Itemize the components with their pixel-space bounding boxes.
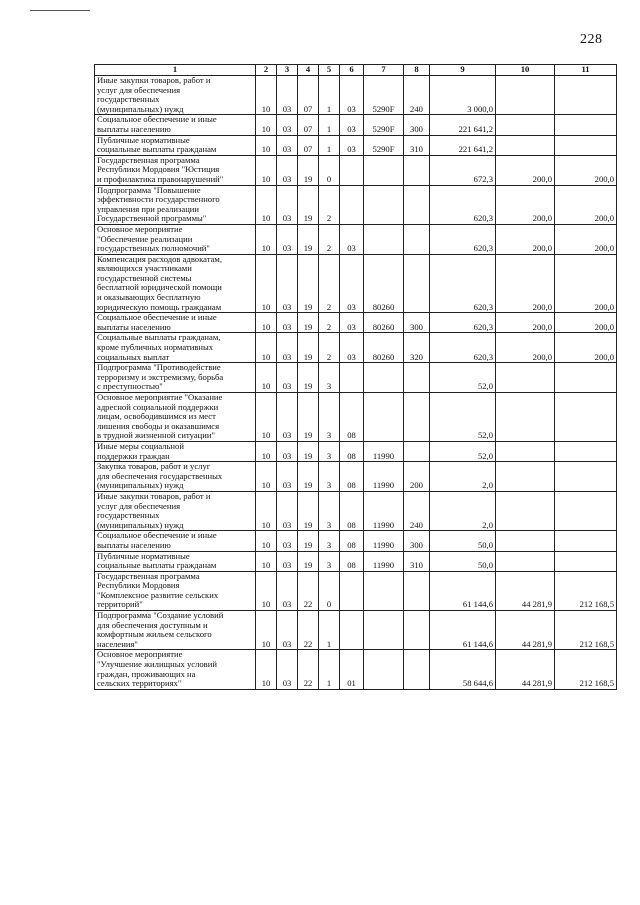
section-code: 10 (256, 531, 277, 551)
subprogram-code: 2 (319, 224, 340, 254)
section-code: 10 (256, 462, 277, 492)
activity-code: 08 (340, 441, 364, 461)
subprogram-code: 0 (319, 571, 340, 610)
subsection-code: 03 (277, 441, 298, 461)
direction-code (364, 224, 404, 254)
expense-type-code: 320 (404, 333, 430, 363)
amount-year-2: 44 281,9 (496, 611, 555, 650)
row-name: Социальные выплаты гражданам, кроме публичных нормативных социальных выплат (95, 333, 256, 363)
amount-year-1: 221 641,2 (430, 135, 496, 155)
direction-code (364, 363, 404, 393)
activity-code: 08 (340, 462, 364, 492)
column-header: 9 (430, 65, 496, 76)
program-code: 19 (298, 441, 319, 461)
section-code: 10 (256, 650, 277, 689)
direction-code: 11990 (364, 531, 404, 551)
expense-type-code (404, 611, 430, 650)
direction-code: 80260 (364, 313, 404, 333)
activity-code: 01 (340, 650, 364, 689)
program-code: 19 (298, 313, 319, 333)
direction-code: 80260 (364, 333, 404, 363)
subsection-code: 03 (277, 393, 298, 442)
amount-year-1: 61 144,6 (430, 611, 496, 650)
subsection-code: 03 (277, 333, 298, 363)
direction-code: 11990 (364, 551, 404, 571)
section-code: 10 (256, 224, 277, 254)
amount-year-3: 200,0 (555, 333, 617, 363)
amount-year-1: 620,3 (430, 313, 496, 333)
section-code: 10 (256, 491, 277, 530)
activity-code (340, 611, 364, 650)
row-name: Государственная программа Республики Мордовия "Комплексное развитие сельских территорий" (95, 571, 256, 610)
subsection-code: 03 (277, 224, 298, 254)
amount-year-2 (496, 115, 555, 135)
amount-year-1: 2,0 (430, 462, 496, 492)
amount-year-2 (496, 462, 555, 492)
amount-year-3 (555, 491, 617, 530)
subsection-code: 03 (277, 571, 298, 610)
subprogram-code: 3 (319, 551, 340, 571)
program-code: 19 (298, 462, 319, 492)
table-row (95, 224, 617, 254)
row-name: Подпрограмма "Создание условий для обеспечения доступным и комфортным жильем сельского населения" (95, 611, 256, 650)
subsection-code: 03 (277, 115, 298, 135)
table-row (95, 363, 617, 393)
activity-code: 08 (340, 551, 364, 571)
table-row (95, 254, 617, 313)
amount-year-2: 200,0 (496, 333, 555, 363)
expense-type-code: 300 (404, 313, 430, 333)
column-header: 4 (298, 65, 319, 76)
column-header: 10 (496, 65, 555, 76)
amount-year-1: 2,0 (430, 491, 496, 530)
program-code: 22 (298, 650, 319, 689)
subsection-code: 03 (277, 551, 298, 571)
amount-year-3: 200,0 (555, 254, 617, 313)
subsection-code: 03 (277, 363, 298, 393)
table-row (95, 393, 617, 442)
row-name: Основное мероприятие "Улучшение жилищных условий граждан, проживающих на сельских территориях" (95, 650, 256, 689)
subprogram-code: 2 (319, 185, 340, 224)
amount-year-2: 44 281,9 (496, 650, 555, 689)
subprogram-code: 1 (319, 611, 340, 650)
section-code: 10 (256, 571, 277, 610)
table-row (95, 115, 617, 135)
amount-year-3: 212 168,5 (555, 650, 617, 689)
amount-year-2: 200,0 (496, 254, 555, 313)
amount-year-3: 200,0 (555, 313, 617, 333)
subsection-code: 03 (277, 76, 298, 115)
program-code: 19 (298, 491, 319, 530)
section-code: 10 (256, 313, 277, 333)
amount-year-1: 52,0 (430, 393, 496, 442)
amount-year-2 (496, 76, 555, 115)
amount-year-3: 200,0 (555, 185, 617, 224)
expense-type-code (404, 393, 430, 442)
expense-type-code: 310 (404, 135, 430, 155)
amount-year-2: 200,0 (496, 224, 555, 254)
section-code: 10 (256, 333, 277, 363)
program-code: 19 (298, 155, 319, 185)
table-row (95, 155, 617, 185)
table-row (95, 551, 617, 571)
expense-type-code (404, 254, 430, 313)
expense-type-code (404, 224, 430, 254)
amount-year-1: 221 641,2 (430, 115, 496, 135)
amount-year-1: 620,3 (430, 185, 496, 224)
activity-code: 03 (340, 224, 364, 254)
amount-year-2: 200,0 (496, 313, 555, 333)
amount-year-2: 200,0 (496, 185, 555, 224)
page-number: 228 (580, 32, 603, 47)
subsection-code: 03 (277, 531, 298, 551)
amount-year-3: 200,0 (555, 155, 617, 185)
activity-code (340, 571, 364, 610)
row-name: Основное мероприятие "Обеспечение реализации государственных полномочий" (95, 224, 256, 254)
program-code: 19 (298, 393, 319, 442)
subprogram-code: 1 (319, 76, 340, 115)
table-row (95, 462, 617, 492)
amount-year-1: 50,0 (430, 531, 496, 551)
amount-year-1: 3 000,0 (430, 76, 496, 115)
row-name: Иные закупки товаров, работ и услуг для обеспечения государственных (муниципальных) нужд (95, 491, 256, 530)
subprogram-code: 3 (319, 531, 340, 551)
program-code: 19 (298, 551, 319, 571)
activity-code: 08 (340, 531, 364, 551)
subprogram-code: 2 (319, 313, 340, 333)
subsection-code: 03 (277, 462, 298, 492)
direction-code (364, 155, 404, 185)
activity-code: 03 (340, 76, 364, 115)
column-header: 11 (555, 65, 617, 76)
section-code: 10 (256, 551, 277, 571)
amount-year-3 (555, 363, 617, 393)
activity-code (340, 185, 364, 224)
section-code: 10 (256, 115, 277, 135)
row-name: Государственная программа Республики Мордовия "Юстиция и профилактика правонарушений" (95, 155, 256, 185)
section-code: 10 (256, 185, 277, 224)
section-code: 10 (256, 441, 277, 461)
expense-type-code (404, 441, 430, 461)
amount-year-2 (496, 363, 555, 393)
column-header: 2 (256, 65, 277, 76)
program-code: 07 (298, 135, 319, 155)
subsection-code: 03 (277, 611, 298, 650)
amount-year-1: 61 144,6 (430, 571, 496, 610)
subsection-code: 03 (277, 135, 298, 155)
expense-type-code: 240 (404, 491, 430, 530)
direction-code: 11990 (364, 462, 404, 492)
column-header: 5 (319, 65, 340, 76)
direction-code (364, 393, 404, 442)
column-header: 8 (404, 65, 430, 76)
amount-year-3 (555, 462, 617, 492)
program-code: 07 (298, 115, 319, 135)
row-name: Иные меры социальной поддержки граждан (95, 441, 256, 461)
column-header: 7 (364, 65, 404, 76)
amount-year-3: 200,0 (555, 224, 617, 254)
table-row (95, 650, 617, 689)
section-code: 10 (256, 76, 277, 115)
expense-type-code (404, 185, 430, 224)
table-row (95, 313, 617, 333)
expense-type-code: 200 (404, 462, 430, 492)
expense-type-code: 310 (404, 551, 430, 571)
section-code: 10 (256, 135, 277, 155)
subprogram-code: 3 (319, 363, 340, 393)
table-row (95, 491, 617, 530)
row-name: Иные закупки товаров, работ и услуг для обеспечения государственных (муниципальных) нужд (95, 76, 256, 115)
direction-code (364, 571, 404, 610)
direction-code: 5290F (364, 76, 404, 115)
expense-type-code: 300 (404, 531, 430, 551)
column-header: 3 (277, 65, 298, 76)
expense-type-code (404, 650, 430, 689)
amount-year-2 (496, 441, 555, 461)
subprogram-code: 3 (319, 462, 340, 492)
activity-code: 03 (340, 333, 364, 363)
subprogram-code: 2 (319, 254, 340, 313)
amount-year-3 (555, 135, 617, 155)
amount-year-2: 200,0 (496, 155, 555, 185)
section-code: 10 (256, 363, 277, 393)
table-row (95, 76, 617, 115)
row-name: Социальное обеспечение и иные выплаты населению (95, 115, 256, 135)
program-code: 07 (298, 76, 319, 115)
section-code: 10 (256, 393, 277, 442)
activity-code: 03 (340, 313, 364, 333)
amount-year-2 (496, 135, 555, 155)
table-row (95, 611, 617, 650)
budget-table (94, 64, 617, 690)
amount-year-2 (496, 491, 555, 530)
amount-year-3 (555, 76, 617, 115)
section-code: 10 (256, 155, 277, 185)
amount-year-3 (555, 115, 617, 135)
table-row (95, 333, 617, 363)
direction-code (364, 185, 404, 224)
subprogram-code: 3 (319, 491, 340, 530)
activity-code: 03 (340, 115, 364, 135)
program-code: 22 (298, 571, 319, 610)
amount-year-3: 212 168,5 (555, 611, 617, 650)
amount-year-1: 52,0 (430, 441, 496, 461)
program-code: 19 (298, 185, 319, 224)
program-code: 19 (298, 333, 319, 363)
expense-type-code (404, 571, 430, 610)
subsection-code: 03 (277, 313, 298, 333)
amount-year-3 (555, 551, 617, 571)
activity-code: 08 (340, 393, 364, 442)
direction-code: 11990 (364, 491, 404, 530)
program-code: 19 (298, 254, 319, 313)
table-row (95, 531, 617, 551)
section-code: 10 (256, 254, 277, 313)
direction-code: 5290F (364, 135, 404, 155)
activity-code (340, 363, 364, 393)
table-row (95, 571, 617, 610)
subsection-code: 03 (277, 650, 298, 689)
amount-year-2 (496, 393, 555, 442)
subprogram-code: 2 (319, 333, 340, 363)
subsection-code: 03 (277, 491, 298, 530)
subprogram-code: 1 (319, 135, 340, 155)
row-name: Подпрограмма "Противодействие терроризму и экстремизму, борьба с преступностью" (95, 363, 256, 393)
subsection-code: 03 (277, 185, 298, 224)
program-code: 22 (298, 611, 319, 650)
row-name: Подпрограмма "Повышение эффективности государственного управления при реализации Государственной программы" (95, 185, 256, 224)
subprogram-code: 3 (319, 393, 340, 442)
amount-year-1: 620,3 (430, 224, 496, 254)
direction-code (364, 611, 404, 650)
amount-year-3 (555, 531, 617, 551)
header-row (95, 65, 617, 76)
amount-year-1: 672,3 (430, 155, 496, 185)
activity-code: 08 (340, 491, 364, 530)
row-name: Публичные нормативные социальные выплаты гражданам (95, 551, 256, 571)
row-name: Закупка товаров, работ и услуг для обеспечения государственных (муниципальных) нужд (95, 462, 256, 492)
column-header: 6 (340, 65, 364, 76)
expense-type-code (404, 363, 430, 393)
activity-code: 03 (340, 254, 364, 313)
row-name: Компенсация расходов адвокатам, являющихся участниками государственной системы бесплатной юридической помощи и оказывающих бесплатную юридическую помощь гражданам (95, 254, 256, 313)
expense-type-code: 240 (404, 76, 430, 115)
subprogram-code: 1 (319, 650, 340, 689)
amount-year-2: 44 281,9 (496, 571, 555, 610)
table-row (95, 185, 617, 224)
row-name: Социальное обеспечение и иные выплаты населению (95, 313, 256, 333)
activity-code: 03 (340, 135, 364, 155)
row-name: Основное мероприятие "Оказание адресной социальной поддержки лицам, освободившимся из мест лишения свободы и оказавшимся в трудной жизненной ситуации" (95, 393, 256, 442)
amount-year-1: 620,3 (430, 333, 496, 363)
amount-year-1: 50,0 (430, 551, 496, 571)
amount-year-1: 620,3 (430, 254, 496, 313)
amount-year-2 (496, 531, 555, 551)
table-row (95, 135, 617, 155)
subsection-code: 03 (277, 254, 298, 313)
activity-code (340, 155, 364, 185)
amount-year-2 (496, 551, 555, 571)
direction-code: 5290F (364, 115, 404, 135)
subprogram-code: 0 (319, 155, 340, 185)
table-row (95, 441, 617, 461)
amount-year-3: 212 168,5 (555, 571, 617, 610)
program-code: 19 (298, 531, 319, 551)
subsection-code: 03 (277, 155, 298, 185)
section-code: 10 (256, 611, 277, 650)
direction-code: 11990 (364, 441, 404, 461)
amount-year-3 (555, 393, 617, 442)
amount-year-1: 58 644,6 (430, 650, 496, 689)
expense-type-code (404, 155, 430, 185)
row-name: Социальное обеспечение и иные выплаты населению (95, 531, 256, 551)
column-header: 1 (95, 65, 256, 76)
direction-code: 80260 (364, 254, 404, 313)
direction-code (364, 650, 404, 689)
subprogram-code: 3 (319, 441, 340, 461)
expense-type-code: 300 (404, 115, 430, 135)
scan-mark (30, 10, 90, 11)
amount-year-3 (555, 441, 617, 461)
subprogram-code: 1 (319, 115, 340, 135)
amount-year-1: 52,0 (430, 363, 496, 393)
program-code: 19 (298, 363, 319, 393)
program-code: 19 (298, 224, 319, 254)
row-name: Публичные нормативные социальные выплаты гражданам (95, 135, 256, 155)
